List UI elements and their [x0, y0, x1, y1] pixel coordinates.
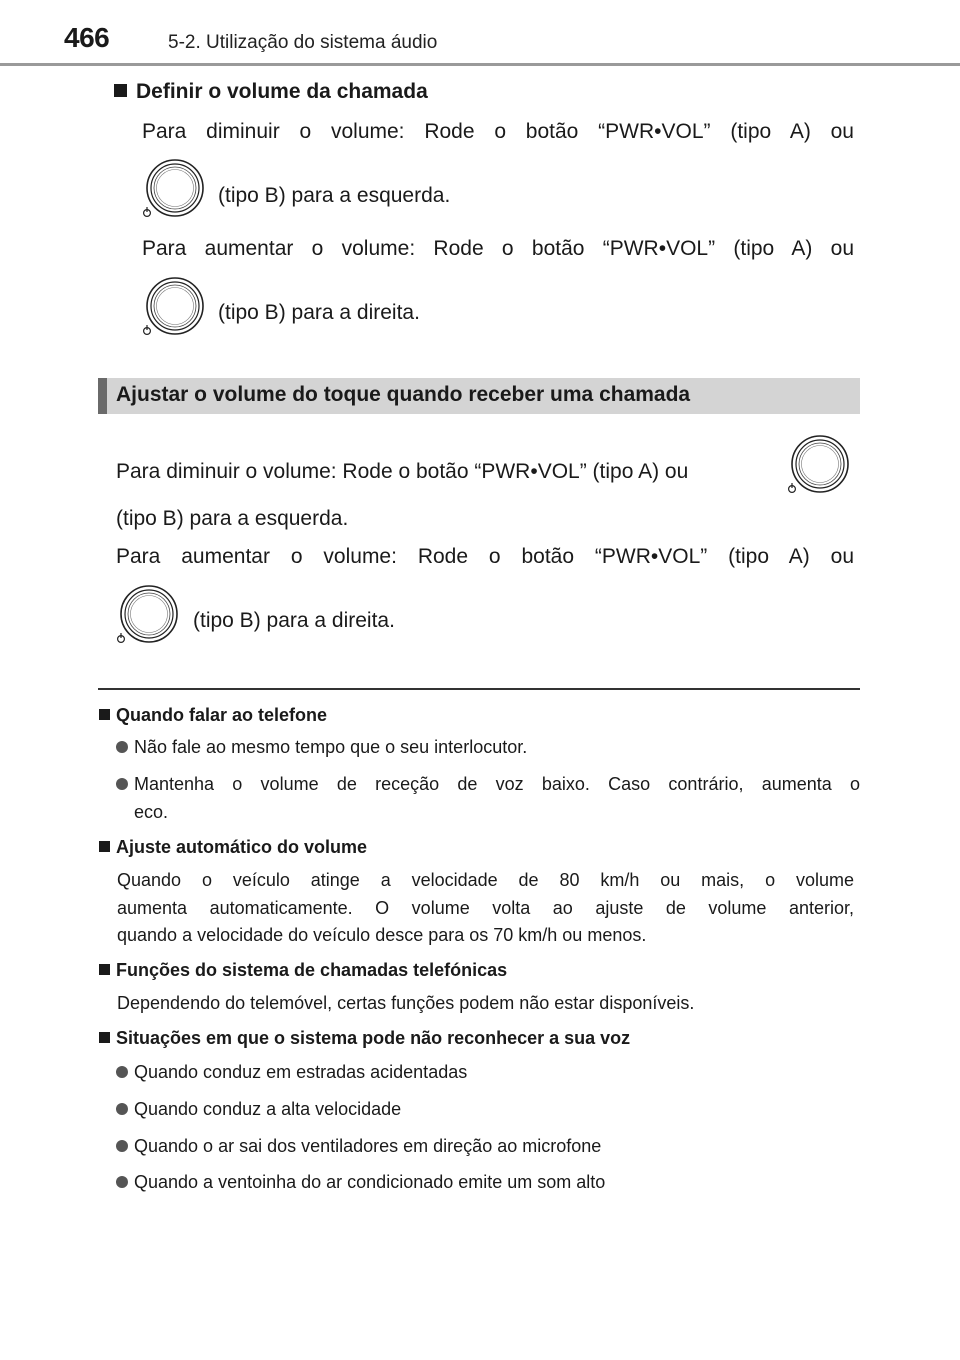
note-functions-title: Funções do sistema de chamadas telefónicas — [99, 960, 507, 981]
note-voice-title: Situações em que o sistema pode não reconhecer a sua voz — [99, 1028, 630, 1049]
filled-circle-icon — [116, 778, 128, 790]
ring-increase-line2: (tipo B) para a direita. — [193, 609, 395, 632]
filled-circle-icon — [116, 1140, 128, 1152]
ring-increase-line1: Para aumentar o volume: Rode o botão “PWR•VOL” (tipo A) ou — [116, 545, 854, 568]
call-increase-line2: (tipo B) para a direita. — [218, 301, 420, 324]
header-rule — [0, 63, 960, 66]
page-number: 466 — [64, 22, 110, 53]
call-decrease-line1: Para diminuir o volume: Rode o botão “PWR•VOL” (tipo A) ou — [142, 120, 854, 143]
filled-circle-icon — [116, 741, 128, 753]
section-divider — [98, 688, 860, 690]
list-item: Quando a ventoinha do ar condicionado emite um som alto — [116, 1169, 605, 1196]
list-item: Quando o ar sai dos ventiladores em direção ao microfone — [116, 1133, 601, 1160]
filled-circle-icon — [116, 1066, 128, 1078]
list-item: Não fale ao mesmo tempo que o seu interlocutor. — [116, 734, 527, 761]
ring-volume-title: Ajustar o volume do toque quando receber uma chamada — [116, 383, 691, 406]
ring-decrease-line1: Para diminuir o volume: Rode o botão “PWR•VOL” (tipo A) ou — [116, 460, 689, 483]
black-square-icon — [99, 964, 110, 975]
tune-knob-icon — [787, 434, 849, 496]
functions-line1: Dependendo do telemóvel, certas funções podem não estar disponíveis. — [117, 993, 695, 1013]
note-phone-title: Quando falar ao telefone — [99, 705, 327, 726]
call-volume-title: Definir o volume da chamada — [114, 80, 428, 104]
filled-circle-icon — [116, 1176, 128, 1188]
list-item-continuation: eco. — [134, 802, 169, 822]
black-square-icon — [99, 709, 110, 720]
tune-knob-icon — [116, 584, 178, 646]
auto-volume-line1: Quando o veículo atinge a velocidade de 80 km/h ou mais, o volume — [117, 870, 854, 890]
band-accent-bar — [98, 378, 107, 414]
tune-knob-icon — [142, 276, 204, 338]
list-item: Quando conduz em estradas acidentadas — [116, 1059, 467, 1086]
list-item: Mantenha o volume de receção de voz baixo. Caso contrário, aumenta o — [116, 771, 860, 798]
tune-knob-icon — [142, 158, 204, 220]
auto-volume-line3: quando a velocidade do veículo desce para os 70 km/h ou menos. — [117, 925, 647, 945]
black-square-icon — [114, 84, 127, 97]
filled-circle-icon — [116, 1103, 128, 1115]
list-item: Quando conduz a alta velocidade — [116, 1096, 401, 1123]
auto-volume-line2: aumenta automaticamente. O volume volta ao ajuste de volume anterior, — [117, 898, 854, 918]
section-header: 5-2. Utilização do sistema áudio — [168, 32, 438, 53]
note-auto-volume-title: Ajuste automático do volume — [99, 837, 367, 858]
call-decrease-line2: (tipo B) para a esquerda. — [218, 184, 451, 207]
ring-volume-band — [98, 378, 860, 414]
black-square-icon — [99, 841, 110, 852]
call-increase-line1: Para aumentar o volume: Rode o botão “PWR•VOL” (tipo A) ou — [142, 237, 854, 260]
black-square-icon — [99, 1032, 110, 1043]
ring-decrease-line2: (tipo B) para a esquerda. — [116, 507, 349, 530]
